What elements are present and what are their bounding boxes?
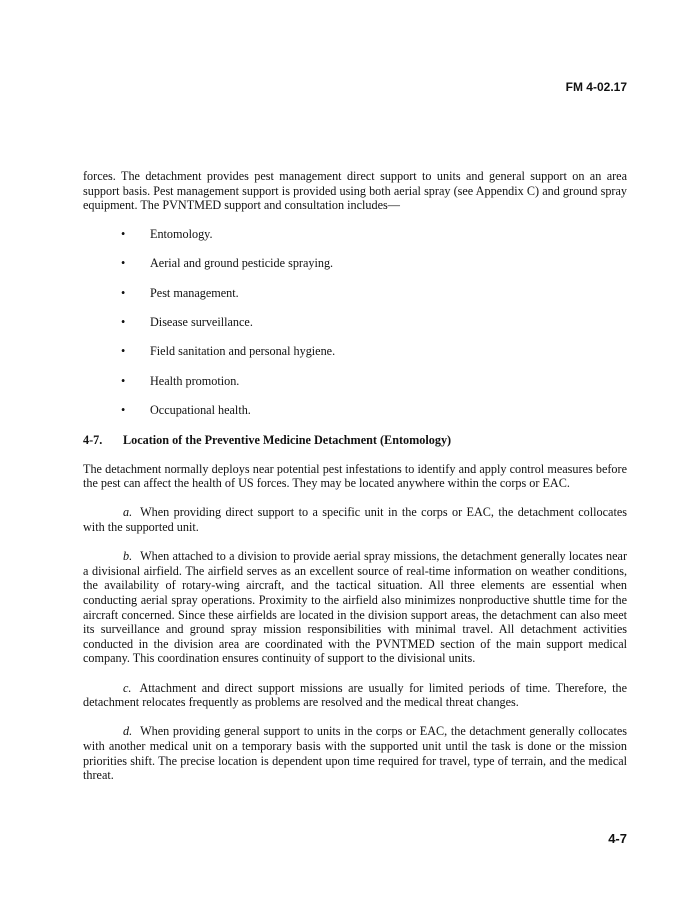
bullet-icon: • bbox=[121, 285, 126, 300]
bullet-icon: • bbox=[121, 256, 126, 271]
list-item bbox=[83, 227, 627, 242]
bullet-icon: • bbox=[121, 373, 126, 388]
bullet-icon: • bbox=[121, 403, 126, 418]
list-item-text: Health promotion. bbox=[150, 373, 240, 388]
subparagraph-b bbox=[83, 549, 627, 666]
section-intro-paragraph: The detachment normally deploys near potential pest infestations to identify and apply control measures before the pest can affect the health of US forces. They may be located anywhere within the corps or EAC. bbox=[83, 461, 627, 491]
running-header: FM 4-02.17 bbox=[565, 80, 627, 94]
subparagraph-text: When providing general support to units in the corps or EAC, the detachment generally collocates with another medical unit on a temporary basis with the supported unit until the task is done or the mission priorities shift. The precise location is dependent upon time required for travel, type of terrain, and the medical threat. bbox=[83, 724, 627, 783]
subparagraph-a bbox=[83, 505, 627, 534]
list-item bbox=[83, 286, 627, 301]
subparagraph-text: Attachment and direct support missions are usually for limited periods of time. Therefore, the detachment relocates frequently as problems are resolved and the medical threat changes. bbox=[83, 680, 627, 710]
subparagraph-letter: b. bbox=[123, 549, 133, 564]
subparagraph-text: When providing direct support to a specific unit in the corps or EAC, the detachment collocates with the supported unit. bbox=[83, 505, 627, 535]
section-title: Location of the Preventive Medicine Detachment (Entomology) bbox=[123, 432, 452, 447]
section-number: 4-7. bbox=[83, 432, 103, 447]
page-number: 4-7 bbox=[608, 831, 627, 846]
list-item-text: Disease surveillance. bbox=[150, 314, 253, 329]
list-item-text: Aerial and ground pesticide spraying. bbox=[150, 256, 334, 271]
list-item bbox=[83, 403, 627, 418]
list-item bbox=[83, 315, 627, 330]
bullet-icon: • bbox=[121, 344, 126, 359]
section-heading bbox=[83, 433, 627, 448]
page-body bbox=[83, 169, 627, 783]
list-item bbox=[83, 256, 627, 271]
subparagraph-letter: a. bbox=[123, 505, 133, 520]
subparagraph-letter: c. bbox=[123, 680, 132, 695]
subparagraph-letter: d. bbox=[123, 724, 133, 739]
subparagraph-c bbox=[83, 681, 627, 710]
support-list bbox=[83, 227, 627, 418]
bullet-icon: • bbox=[121, 226, 126, 241]
bullet-icon: • bbox=[121, 314, 126, 329]
intro-paragraph: forces. The detachment provides pest management direct support to units and general support on an area support basis. Pest management support is provided using both aerial spray (see Appendix C) and ground spray equipment. The PVNTMED support and consultation includes— bbox=[83, 169, 627, 213]
list-item bbox=[83, 344, 627, 359]
list-item-text: Entomology. bbox=[150, 226, 213, 241]
list-item-text: Pest management. bbox=[150, 285, 239, 300]
subparagraph-d bbox=[83, 724, 627, 782]
list-item bbox=[83, 374, 627, 389]
list-item-text: Occupational health. bbox=[150, 403, 251, 418]
subparagraph-text: When attached to a division to provide aerial spray missions, the detachment generally locates near a divisional airfield. The airfield serves as an excellent source of real-time information on weather conditions, the availability of rotary-wing aircraft, and the tactical situation. All three elements are essential when conducting aerial spray operations. Proximity to the airfield also minimizes nonproductive shuttle time for the aircraft concerned. Since these airfields are located in the division support areas, the detachment can also meet its surveillance and ground spray mission responsibilities with minimal travel. All detachment activities conducted in the division area are coordinated with the PVNTMED section of the main support medical company. This coordination ensures continuity of support to the divisional units. bbox=[83, 549, 627, 666]
list-item-text: Field sanitation and personal hygiene. bbox=[150, 344, 336, 359]
